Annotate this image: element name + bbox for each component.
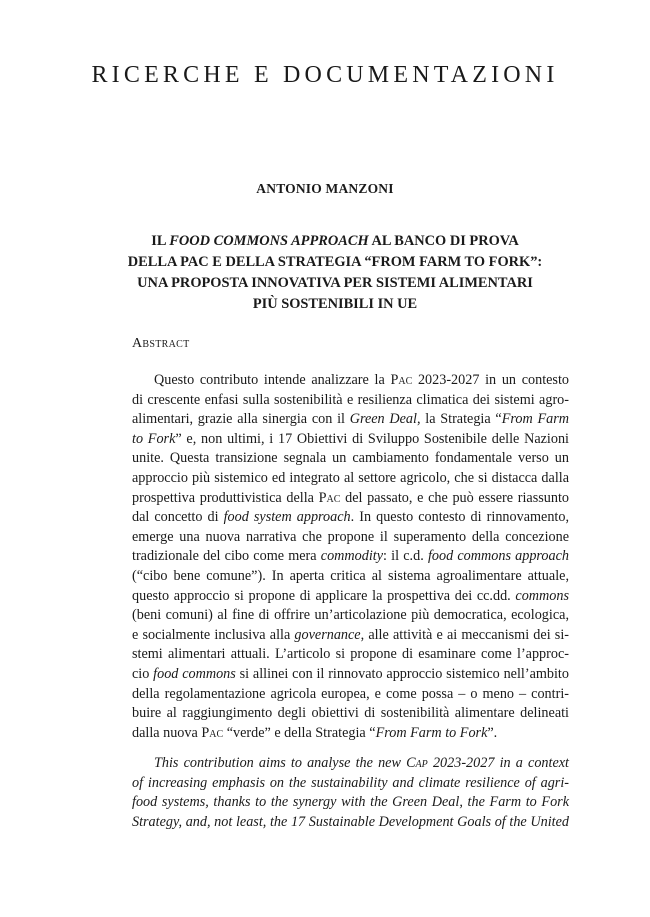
abstract-it-line: approccio più sistemico ed integrato al settore agricolo, che si distacca dalla <box>132 469 569 486</box>
abstract-it-line: buire al raggiungimento degli obiettivi di sostenibilità alimentare delineati <box>132 705 569 722</box>
abstract-it-line: cio food commons si allinei con il rinnovato approccio sistemico nell’ambito <box>132 665 569 682</box>
paragraph-gap <box>132 743 569 754</box>
abstract-en-line: Strategy, and, not least, the 17 Sustainable Development Goals of the United <box>132 814 569 831</box>
abstract-it-line: Questo contributo intende analizzare la Pac 2023-2027 in un contesto <box>154 372 569 388</box>
abstract-it-line: questo approccio si propone di applicare la prospettiva dei cc.dd. commons <box>132 587 569 604</box>
abstract-it-line: to Fork” e, non ultimi, i 17 Obiettivi di Sviluppo Sostenibile delle Nazioni <box>132 430 569 447</box>
abstract-it-line: di crescente enfasi sulla sostenibilità e resilienza climatica dei sistemi agro- <box>132 391 569 408</box>
title-line-2: DELLA PAC E DELLA STRATEGIA “FROM FARM TO FORK”: <box>127 254 543 270</box>
abstract-it-line: tradizionale del cibo come mera commodity: il c.d. food commons approach <box>132 548 570 565</box>
abstract-body <box>132 371 569 833</box>
author-name: ANTONIO MANZONI <box>256 181 394 196</box>
abstract-it-line: dalla nuova Pac “verde” e della Strategia “From Farm to Fork”. <box>132 724 498 741</box>
abstract-label: Abstract <box>132 336 190 351</box>
abstract-it-line: (beni comuni) al fine di offrire un’articolazione più democratica, ecologica, <box>132 607 569 624</box>
abstract-it-line: stemi alimentari attuali. L’articolo si propone di esaminare come l’approc- <box>132 646 569 663</box>
abstract-it-line: della regolamentazione agricola europea, e come possa – o meno – contri- <box>132 685 569 702</box>
section-header: RICERCHE E DOCUMENTAZIONI <box>91 62 559 88</box>
abstract-it-line: unite. Questa transizione segnala un cambiamento fondamentale verso un <box>132 450 569 467</box>
abstract-it-line: (“cibo bene comune”). In aperta critica al sistema agroalimentare attuale, <box>132 567 569 584</box>
article-title <box>100 231 570 315</box>
abstract-it-line: e socialmente inclusiva alla governance, alle attività e ai meccanismi dei si- <box>132 626 569 643</box>
abstract-en-line: This contribution aims to analyse the new Cap 2023-2027 in a context <box>154 755 569 772</box>
title-line-1: IL FOOD COMMONS APPROACH AL BANCO DI PROVA <box>151 233 519 249</box>
title-line-3: UNA PROPOSTA INNOVATIVA PER SISTEMI ALIMENTARI <box>137 275 533 291</box>
title-line-4: PIÙ SOSTENIBILI IN UE <box>252 296 418 312</box>
abstract-en-line: of increasing emphasis on the sustainability and climate resilience of agri- <box>132 774 569 791</box>
abstract-it-line: alimentari, grazie alla sinergia con il Green Deal, la Strategia “From Farm <box>132 411 569 428</box>
abstract-en-line: food systems, thanks to the synergy with the Green Deal, the Farm to Fork <box>132 794 569 811</box>
abstract-it-line: emerge una nuova narrativa che propone il superamento della concezione <box>132 528 569 545</box>
abstract-it-line: prospettiva produttivistica della Pac del passato, e che può essere riassunto <box>132 489 569 506</box>
abstract-it-line: dal concetto di food system approach. In questo contesto di rinnovamento, <box>132 509 569 526</box>
